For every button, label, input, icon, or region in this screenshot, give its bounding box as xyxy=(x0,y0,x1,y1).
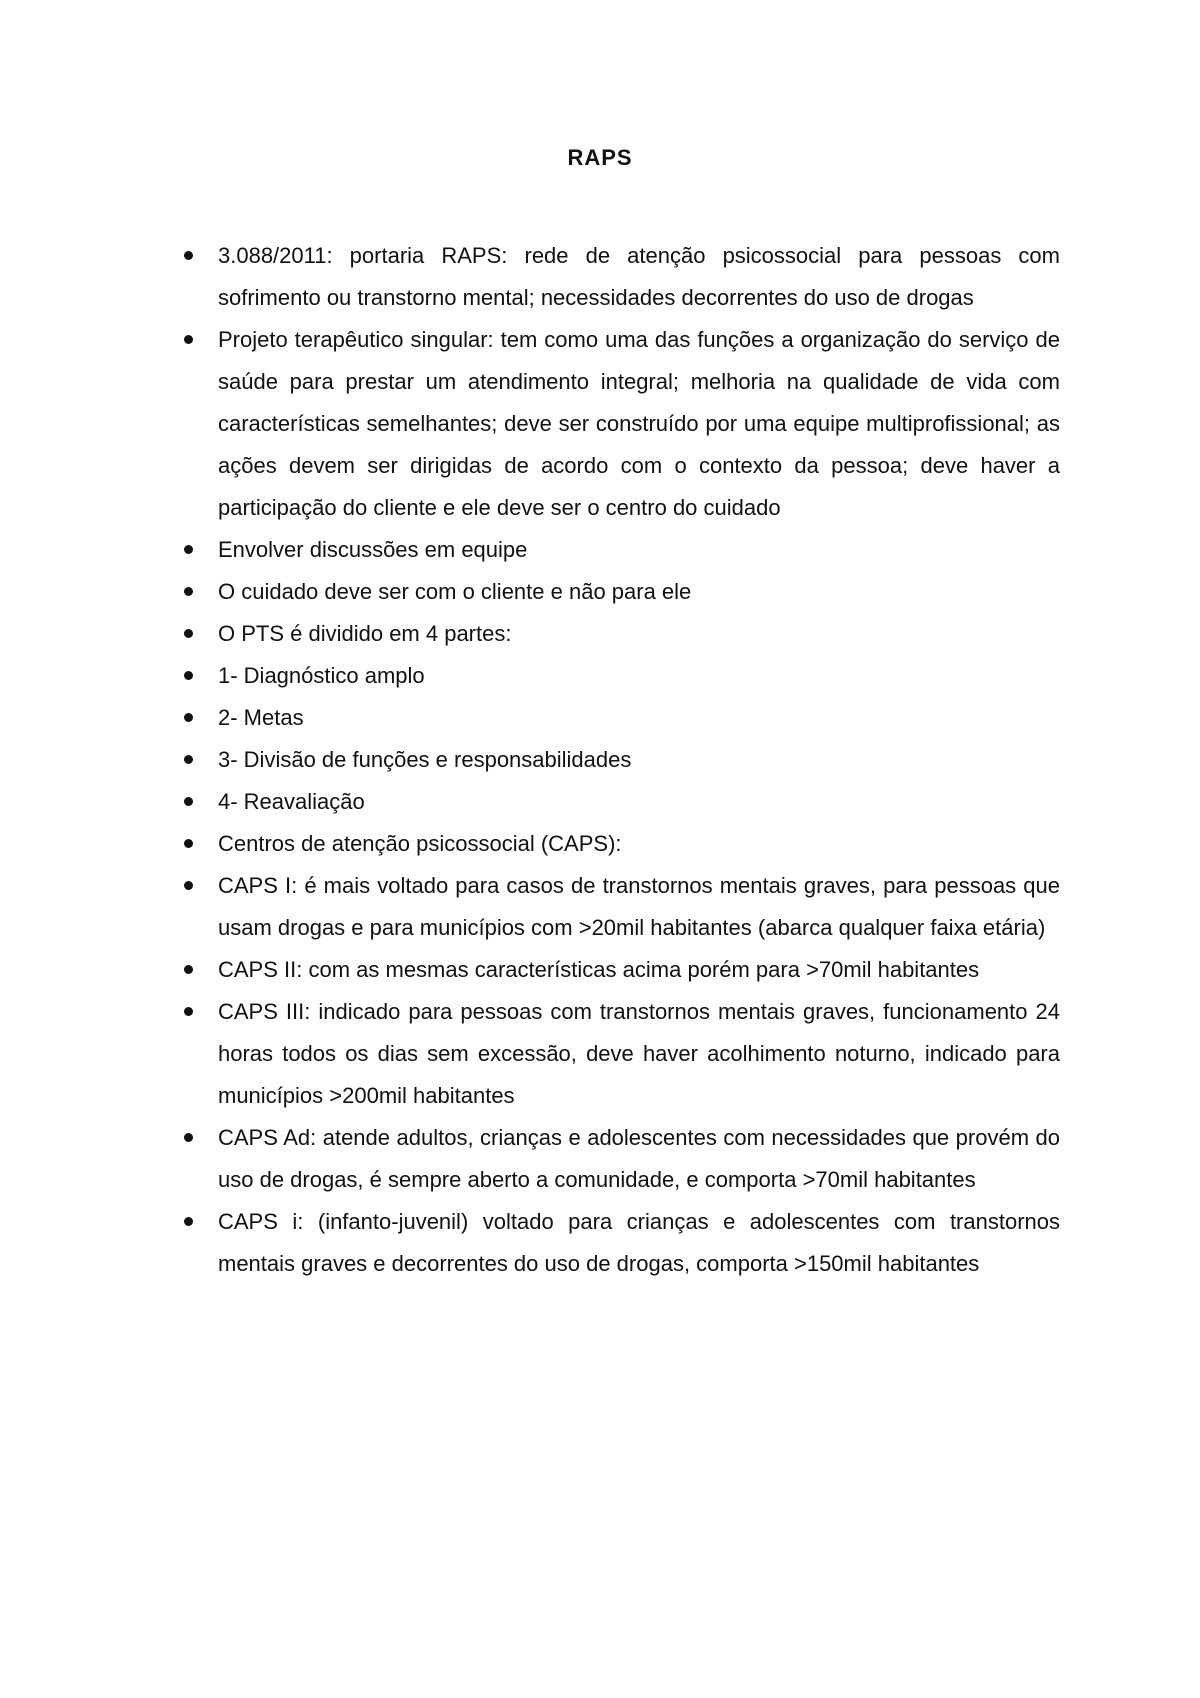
list-item-text: 3- Divisão de funções e responsabilidades xyxy=(218,747,632,772)
list-item-text: 4- Reavaliação xyxy=(218,789,365,814)
list-item xyxy=(182,697,1060,739)
bullet-icon xyxy=(184,629,193,638)
list-item xyxy=(182,235,1060,319)
document-title: RAPS xyxy=(567,145,633,170)
list-item xyxy=(182,655,1060,697)
list-item-text: O cuidado deve ser com o cliente e não para ele xyxy=(218,579,692,604)
bullet-icon xyxy=(184,671,193,680)
list-item xyxy=(182,571,1060,613)
list-item xyxy=(182,739,1060,781)
list-item-text: Envolver discussões em equipe xyxy=(218,537,528,562)
bullet-icon xyxy=(184,545,193,554)
bullet-list xyxy=(182,235,1060,1285)
list-item xyxy=(182,823,1060,865)
list-item-text: CAPS II: com as mesmas características acima porém para >70mil habitantes xyxy=(218,957,980,982)
bullet-icon xyxy=(184,587,193,596)
bullet-icon xyxy=(184,1133,193,1142)
bullet-icon xyxy=(184,839,193,848)
list-item-text: Projeto terapêutico singular: tem como uma das funções a organização do serviço de saúde para prestar um atendimento integral; melhoria na qualidade de vida com características semelhantes; deve ser construído por uma equipe multiprofissional; as ações devem ser dirigidas de acordo com o contexto da pessoa; deve haver a participação do cliente e ele deve ser o centro do cuidado xyxy=(218,327,1060,520)
bullet-icon xyxy=(184,755,193,764)
list-item-text: 2- Metas xyxy=(218,705,304,730)
list-item xyxy=(182,949,1060,991)
list-item-text: O PTS é dividido em 4 partes: xyxy=(218,621,512,646)
list-item-text: Centros de atenção psicossocial (CAPS): xyxy=(218,831,622,856)
list-item xyxy=(182,865,1060,949)
list-item xyxy=(182,529,1060,571)
bullet-icon xyxy=(184,1007,193,1016)
list-item-text: 3.088/2011: portaria RAPS: rede de atenção psicossocial para pessoas com sofrimento ou transtorno mental; necessidades decorrentes do uso de drogas xyxy=(218,243,1060,310)
list-item-text: CAPS III: indicado para pessoas com transtornos mentais graves, funcionamento 24 horas todos os dias sem excessão, deve haver acolhimento noturno, indicado para municípios >200mil habitantes xyxy=(218,999,1060,1108)
list-item xyxy=(182,1117,1060,1201)
list-item xyxy=(182,613,1060,655)
list-item xyxy=(182,781,1060,823)
bullet-icon xyxy=(184,881,193,890)
list-item xyxy=(182,1201,1060,1285)
list-item-text: CAPS I: é mais voltado para casos de transtornos mentais graves, para pessoas que usam drogas e para municípios com >20mil habitantes (abarca qualquer faixa etária) xyxy=(218,873,1060,940)
list-item-text: 1- Diagnóstico amplo xyxy=(218,663,425,688)
list-item xyxy=(182,319,1060,529)
bullet-icon xyxy=(184,797,193,806)
bullet-icon xyxy=(184,335,193,344)
bullet-icon xyxy=(184,965,193,974)
bullet-icon xyxy=(184,251,193,260)
list-item-text: CAPS Ad: atende adultos, crianças e adolescentes com necessidades que provém do uso de drogas, é sempre aberto a comunidade, e comporta >70mil habitantes xyxy=(218,1125,1060,1192)
list-item xyxy=(182,991,1060,1117)
list-item-text: CAPS i: (infanto-juvenil) voltado para crianças e adolescentes com transtornos mentais graves e decorrentes do uso de drogas, comporta >150mil habitantes xyxy=(218,1209,1060,1276)
bullet-icon xyxy=(184,713,193,722)
bullet-icon xyxy=(184,1217,193,1226)
